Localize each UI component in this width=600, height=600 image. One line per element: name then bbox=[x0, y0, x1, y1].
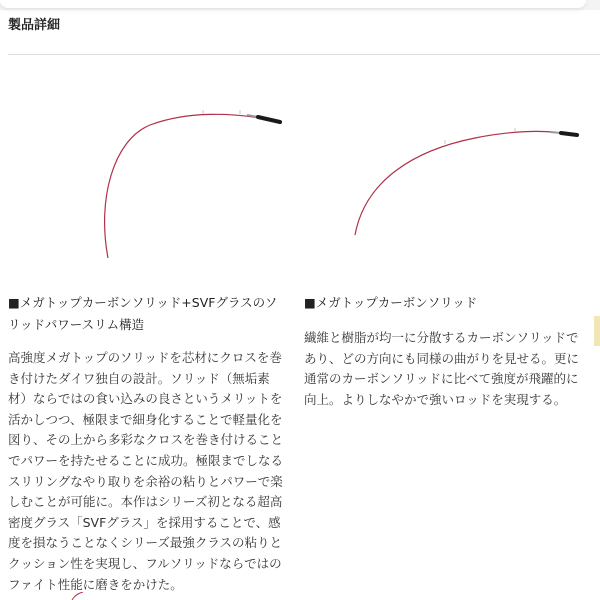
rod-bent-image bbox=[95, 100, 295, 260]
rod-grip bbox=[561, 133, 577, 135]
feature-body-solid-power-slim: 高強度メガトップのソリッドを芯材にクロスを巻き付けたダイワ独自の設計。ソリッド（無垢素材）ならではの食い込みの良さというメリットを活かしつつ、極限まで細身化することで軽量化を図り、その上から多彩なクロスを巻き付けることでパワーを持たせることに成功。極限までしなるスリリングなやり取りを余裕の粘りとパワーで楽しむことが可能に。本作はシリーズ初となる超高密度グラス「SVFグラス」を採用することで、感度を損なうことなくシリーズ最強クラスの粘りとクッション性を実現し、フルソリッドならではのファイト性能に磨きをかけた。 bbox=[8, 350, 284, 592]
rod-curved-image bbox=[345, 120, 585, 240]
feature-heading-megatop-carbon: ■メガトップカーボンソリッド bbox=[304, 295, 478, 310]
next-column-edge bbox=[594, 316, 600, 346]
rod-image-edge bbox=[70, 592, 84, 600]
feature-body-megatop-carbon: 繊維と樹脂が均一に分散するカーボンソリッドであり、どの方向にも同様の曲がりを見せる。更に通常のカーボンソリッドに比べて強度が飛躍的に向上。よりしなやかで強いロッドを実現する。 bbox=[304, 330, 580, 407]
section-title: 製品詳細 bbox=[8, 18, 61, 33]
rod-blank bbox=[105, 114, 260, 258]
feature-heading-solid-power-slim: ■メガトップカーボンソリッド+SVFグラスのソリッドパワースリム構造 bbox=[8, 295, 278, 332]
rod-grip bbox=[258, 117, 280, 122]
top-card bbox=[0, 0, 586, 8]
section-divider bbox=[8, 54, 600, 55]
rod-blank bbox=[355, 131, 560, 235]
